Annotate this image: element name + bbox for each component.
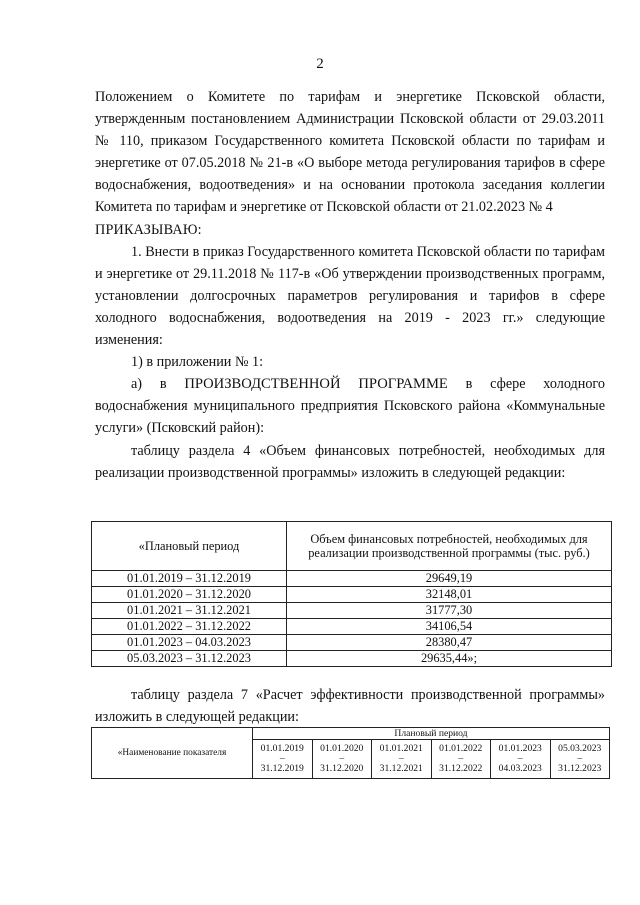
- row-value: 29649,19: [287, 571, 612, 587]
- order-word: ПРИКАЗЫВАЮ:: [95, 221, 202, 238]
- period-header-cell: [253, 740, 313, 779]
- period-to: 31.12.2021: [379, 763, 423, 774]
- table-row: [92, 651, 612, 667]
- period-from: 01.01.2022: [439, 742, 483, 754]
- period-from: 01.01.2023: [498, 742, 542, 754]
- period-header-cell: [312, 740, 372, 779]
- table-row: [92, 619, 612, 635]
- col-header-volume: Объем финансовых потребностей, необходимых для реализации производственной программы (тыс. руб.): [287, 522, 612, 571]
- period-dash: –: [517, 753, 523, 764]
- table-row: [92, 603, 612, 619]
- col-header-period: «Плановый период: [92, 522, 287, 571]
- period-to: 31.12.2023: [558, 763, 602, 774]
- col-header-planned-period: Плановый период: [253, 728, 610, 740]
- period-to: 31.12.2019: [260, 763, 304, 774]
- row-value: 28380,47: [287, 635, 612, 651]
- period-from: 01.01.2019: [260, 742, 304, 754]
- efficiency-table: [91, 727, 610, 779]
- period-to: 31.12.2022: [439, 763, 483, 774]
- row-period: 01.01.2019 – 31.12.2019: [92, 571, 287, 587]
- period-from: 01.01.2020: [320, 742, 364, 754]
- row-value: 29635,44»;: [287, 651, 612, 667]
- intro-paragraph: Положением о Комитете по тарифам и энергетике Псковской области, утвержденным постановлением Администрации Псковской области от 29.03.2011 № 110, приказом Государственного комитета Псковской области по тарифам и энергетике от 07.05.2018 № 21-в «О выборе метода регулирования тарифов в сфере водоснабжения, водоотведения» и на основании протокола заседания коллегии Комитета по тарифам и энергетике от Псковской области от 21.02.2023 № 4: [95, 89, 605, 216]
- table7-intro-block: [95, 684, 605, 728]
- table-row: [92, 571, 612, 587]
- row-period: 01.01.2021 – 31.12.2021: [92, 603, 287, 619]
- table-header-row: [92, 522, 612, 571]
- period-header-cell: [491, 740, 551, 779]
- period-dash: –: [577, 753, 583, 764]
- table-row: [92, 635, 612, 651]
- period-header-cell: [550, 740, 610, 779]
- period-dash: –: [339, 753, 345, 764]
- period-dash: –: [279, 753, 285, 764]
- row-period: 05.03.2023 – 31.12.2023: [92, 651, 287, 667]
- table4-intro: таблицу раздела 4 «Объем финансовых потребностей, необходимых для реализации производственной программы» изложить в следующей редакции:: [95, 442, 605, 481]
- period-from: 05.03.2023: [558, 742, 602, 754]
- row-value: 34106,54: [287, 619, 612, 635]
- financial-needs-table: [91, 521, 612, 667]
- subitem-1: 1) в приложении № 1:: [131, 354, 264, 371]
- period-dash: –: [458, 753, 464, 764]
- table7-intro: таблицу раздела 7 «Расчет эффективности производственной программы» изложить в следующей редакции:: [95, 687, 605, 726]
- row-period: 01.01.2020 – 31.12.2020: [92, 587, 287, 603]
- subitem-a-rest: в сфере холодного водоснабжения муниципального предприятия Псковского района «Коммунальные услуги» (Псковский район):: [95, 376, 605, 437]
- item-1-paragraph: 1. Внести в приказ Государственного комитета Псковской области по тарифам и энергетике от 29.11.2018 № 117-в «Об утверждении производственных программ, установлении долгосрочных параметров регулирования и тарифов в сфере холодного водоснабжения, водоотведения на 2019 - 2023 гг.» следующие изменения:: [95, 243, 605, 349]
- program-title: ПРОИЗВОДСТВЕННОЙ ПРОГРАММЕ: [184, 376, 448, 393]
- document-body: [95, 86, 605, 484]
- period-to: 31.12.2020: [320, 763, 364, 774]
- table-header-row: [92, 728, 610, 740]
- period-dash: –: [398, 753, 404, 764]
- period-header-cell: [372, 740, 432, 779]
- page-number: 2: [316, 56, 324, 72]
- row-period: 01.01.2022 – 31.12.2022: [92, 619, 287, 635]
- subitem-a-prefix: а) в: [131, 376, 167, 393]
- row-value: 32148,01: [287, 587, 612, 603]
- table-row: [92, 587, 612, 603]
- period-header-cell: [431, 740, 491, 779]
- row-period: 01.01.2023 – 04.03.2023: [92, 635, 287, 651]
- row-value: 31777,30: [287, 603, 612, 619]
- period-to: 04.03.2023: [498, 763, 542, 774]
- subitem-a: [95, 373, 605, 439]
- col-header-name: «Наименование показателя: [92, 728, 253, 779]
- period-from: 01.01.2021: [379, 742, 423, 754]
